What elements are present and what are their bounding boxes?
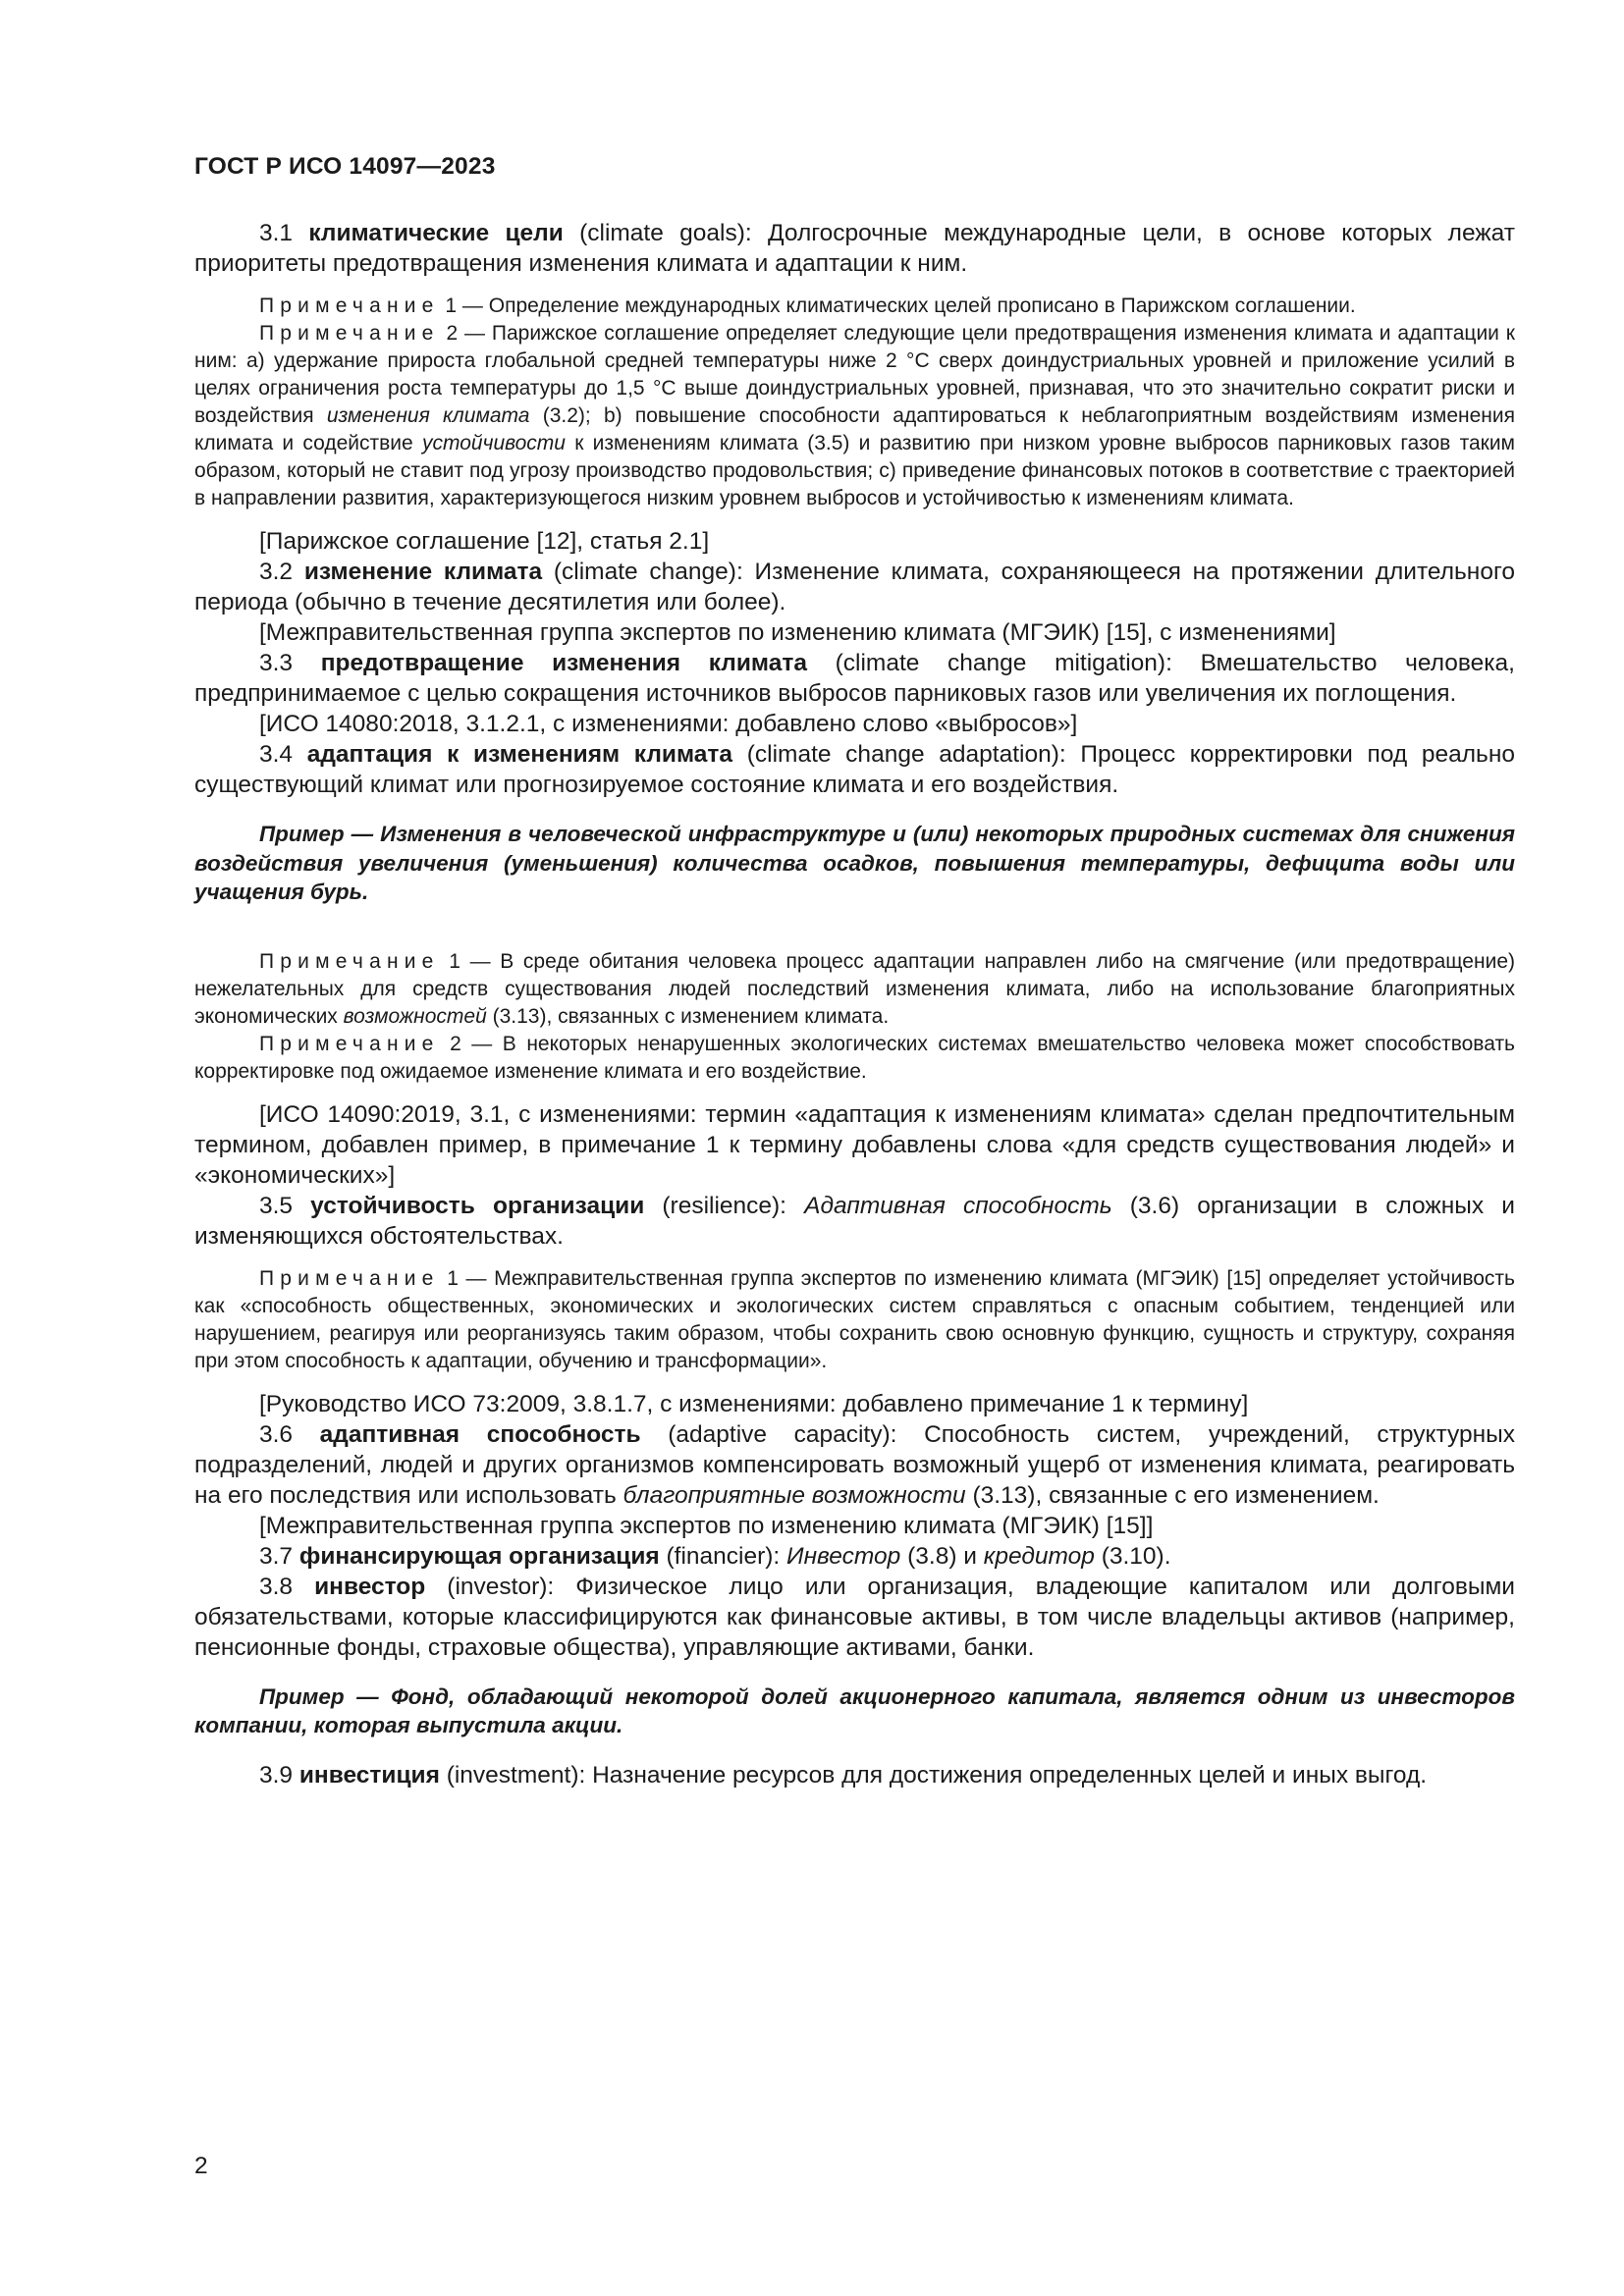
term-3-6-source: [Межправительственная группа экспертов по изменению климата (МГЭИК) [15]] (259, 1512, 1154, 1539)
term-3-3-title: предотвращение изменения климата (320, 650, 807, 676)
term-3-8-title: инвестор (314, 1573, 426, 1600)
term-3-5: 3.5 устойчивость организации (resilience): Адаптивная способность (3.6) организации в сложных и изменяющихся обстоятельствах. (194, 1192, 1515, 1250)
term-3-5-title: устойчивость организации (310, 1192, 645, 1219)
term-3-2-source: [Межправительственная группа экспертов по изменению климата (МГЭИК) [15], с изменениями] (259, 619, 1336, 646)
term-3-8: 3.8 инвестор (investor): Физическое лицо или организация, владеющие капиталом или долговыми обязательствами, которые классифицируются как финансовые активы, в том числе владельцы активов (например, пенсионные фонды, страховые общества), управляющие активами, банки. (194, 1573, 1515, 1661)
document-header: ГОСТ Р ИСО 14097—2023 (194, 153, 496, 180)
term-3-1-note-1: Примечание 1 — Определение международных климатических целей прописано в Парижском соглашении. (259, 294, 1356, 317)
term-3-1-source: [Парижское соглашение [12], статья 2.1] (259, 528, 710, 555)
term-3-6-title: адаптивная способность (319, 1420, 641, 1448)
term-3-5-note-1: Примечание 1 — Межправительственная группа экспертов по изменению климата (МГЭИК) [15] определяет устойчивость как «способность общественных, экономических и экологических систем справляться с опасным событием, тенденцией или нарушением, реагируя или реорганизуясь таким образом, чтобы сохранить свою основную функцию, сущность и структуру, сохраняя при этом способность к адаптации, обучению и трансформации». (194, 1266, 1515, 1372)
term-3-3-source: [ИСО 14080:2018, 3.1.2.1, с изменениями: добавлено слово «выбросов»] (259, 711, 1078, 737)
term-3-9: 3.9 инвестиция (investment): Назначение ресурсов для достижения определенных целей и иных выгод. (259, 1761, 1428, 1789)
term-3-7: 3.7 финансирующая организация (financier): Инвестор (3.8) и кредитор (3.10). (259, 1542, 1171, 1570)
term-3-7-title: финансирующая организация (298, 1542, 660, 1570)
term-3-4-title: адаптация к изменениям климата (306, 741, 733, 768)
document-page (194, 147, 1515, 1790)
term-3-4: 3.4 адаптация к изменениям климата (climate change adaptation): Процесс корректировки под реально существующий климат или прогнозируемое состояние климата и его воздействия. (194, 741, 1515, 798)
term-3-4-source: [ИСО 14090:2019, 3.1, с изменениями: термин «адаптация к изменениям климата» сделан предпочтительным термином, добавлен пример, в примечание 1 к термину добавлены слова «для средств существования людей» и «экономических»] (194, 1100, 1515, 1189)
term-3-2: 3.2 изменение климата (climate change): Изменение климата, сохраняющееся на протяжении длительного периода (обычно в течение десятилетия или более). (194, 559, 1515, 615)
term-3-8-example: Пример — Фонд, обладающий некоторой долей акционерного капитала, является одним из инвесторов компании, которая выпустила акции. (194, 1683, 1515, 1737)
term-3-1-title: климатические цели (308, 220, 564, 246)
term-3-4-example: Пример — Изменения в человеческой инфраструктуре и (или) некоторых природных системах для снижения воздействия увеличения (уменьшения) количества осадков, повышения температуры, дефицита воды или учащения бурь. (194, 822, 1515, 904)
term-3-4-note-1: Примечание 1 — В среде обитания человека процесс адаптации направлен либо на смягчение (или предотвращение) нежелательных для средств существования людей последствий изменения климата, либо на использование благоприятных экономических возможностей (3.13), связанных с изменением климата. (194, 949, 1515, 1028)
page-number: 2 (194, 2153, 208, 2179)
term-3-9-title: инвестиция (298, 1761, 440, 1789)
term-3-1-note-2: Примечание 2 — Парижское соглашение определяет следующие цели предотвращения изменения климата и адаптации к ним: a) удержание прироста глобальной средней температуры ниже 2 °С сверх доиндустриальных уровней и приложение усилий в целях ограничения роста температуры до 1,5 °С выше доиндустриальных уровней, признавая, что это значительно сократит риски и воздействия изменения климата (3.2); b) повышение способности адаптироваться к неблагоприятным воздействиям изменения климата и содействие устойчивости к изменениям климата (3.5) и развитию при низком уровне выбросов парниковых газов таким образом, который не ставит под угрозу производство продовольствия; c) приведение финансовых потоков в соответствие с траекторией в направлении развития, характеризующегося низким уровнем выбросов и устойчивостью к изменениям климата. (194, 322, 1516, 509)
term-3-5-source: [Руководство ИСО 73:2009, 3.8.1.7, с изменениями: добавлено примечание 1 к термину] (259, 1390, 1249, 1417)
term-3-3: 3.3 предотвращение изменения климата (climate change mitigation): Вмешательство человека, предпринимаемое с целью сокращения источников выбросов парниковых газов или увеличения их поглощения. (194, 650, 1515, 707)
term-3-4-note-2: Примечание 2 — В некоторых ненарушенных экологических системах вмешательство человека может способствовать корректировке под ожидаемое изменение климата и его воздействие. (194, 1032, 1515, 1083)
term-3-1: 3.1 климатические цели (climate goals): Долгосрочные международные цели, в основе которых лежат приоритеты предотвращения изменения климата и адаптации к ним. (194, 220, 1515, 277)
term-3-6: 3.6 адаптивная способность (adaptive capacity): Способность систем, учреждений, структурных подразделений, людей и других организмов компенсировать возможный ущерб от изменения климата, реагировать на его последствия или использовать благоприятные возможности (3.13), связанные с его изменением. (194, 1420, 1515, 1509)
term-3-2-title: изменение климата (303, 559, 543, 585)
